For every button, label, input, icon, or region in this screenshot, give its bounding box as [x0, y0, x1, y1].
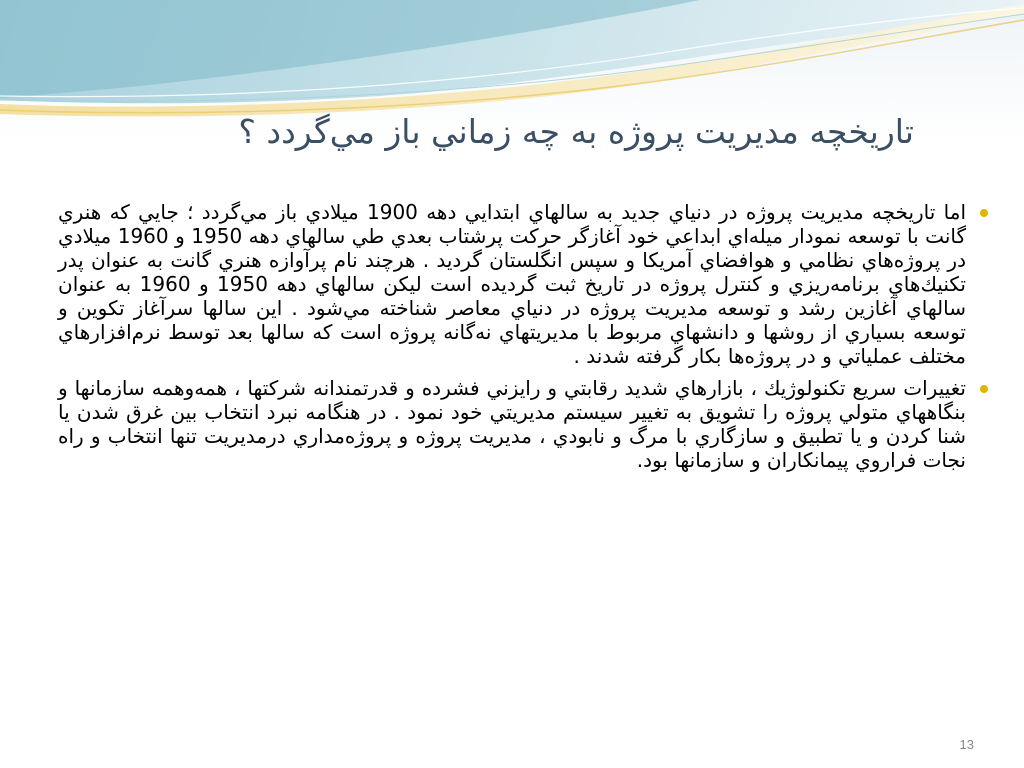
slide-title: تاريخچه مديريت پروژه به چه زماني باز مي‌گردد ؟ — [238, 112, 914, 151]
bullet-dot-icon — [980, 385, 988, 393]
bullet-dot-icon — [980, 209, 988, 217]
bullet-item — [58, 376, 996, 472]
bullet-item — [58, 200, 996, 368]
slide-bullet-list — [58, 200, 996, 480]
bullet-text: اما تاريخچه مديريت پروژه در دنياي جديد به سالهاي ابتدايي دهه 1900 ميلادي باز مي‌گردد ؛ جايي كه هنري گانت با توسعه نمودار ميله‌اي ابداعي خود آغازگر حركت پرشتاب بعدي طي سالهاي دهه 1950 و 1960 ميلادي در پروژه‌هاي نظامي و هوافضاي آمريكا و سپس انگلستان گرديد . هرچند نام پرآوازه هنري گانت به عنوان پدر تكنيك‌هاي برنامه‌ريزي و كنترل پروژه در تاريخ ثبت گرديده است ليكن سالهاي دهه 1950 و 1960 به عنوان سالهاي آغازين رشد و توسعه مديريت پروژه در دنياي معاصر شناخته مي‌شود . اين سالها سرآغاز تكوين و توسعه بسياري از روشها و دانشهاي مربوط با مديريتهاي نه‌گانه پروژه است كه سالها بعد توسط نرم‌افزارهاي مختلف عملياتي و در پروژه‌ها بكار گرفته شدند . — [58, 200, 966, 368]
bullet-text: تغييرات سريع تكنولوژيك ، بازارهاي شديد رقابتي و رايزني فشرده و قدرتمندانه شركتها ، همه‌وهمه سازمانها و بنگاههاي متولي پروژه را تشويق به تغيير سيستم مديريتي خود نمود . در هنگامه نبرد انتخاب بين غرق شدن يا شنا كردن و يا تطبيق و سازگاري با مرگ و نابودي ، مديريت پروژه و پروژه‌مداري درمديريت تنها انتخاب و راه نجات فراروي پيمانكاران و سازمانها بود. — [58, 376, 966, 472]
page-number: 13 — [959, 737, 974, 752]
